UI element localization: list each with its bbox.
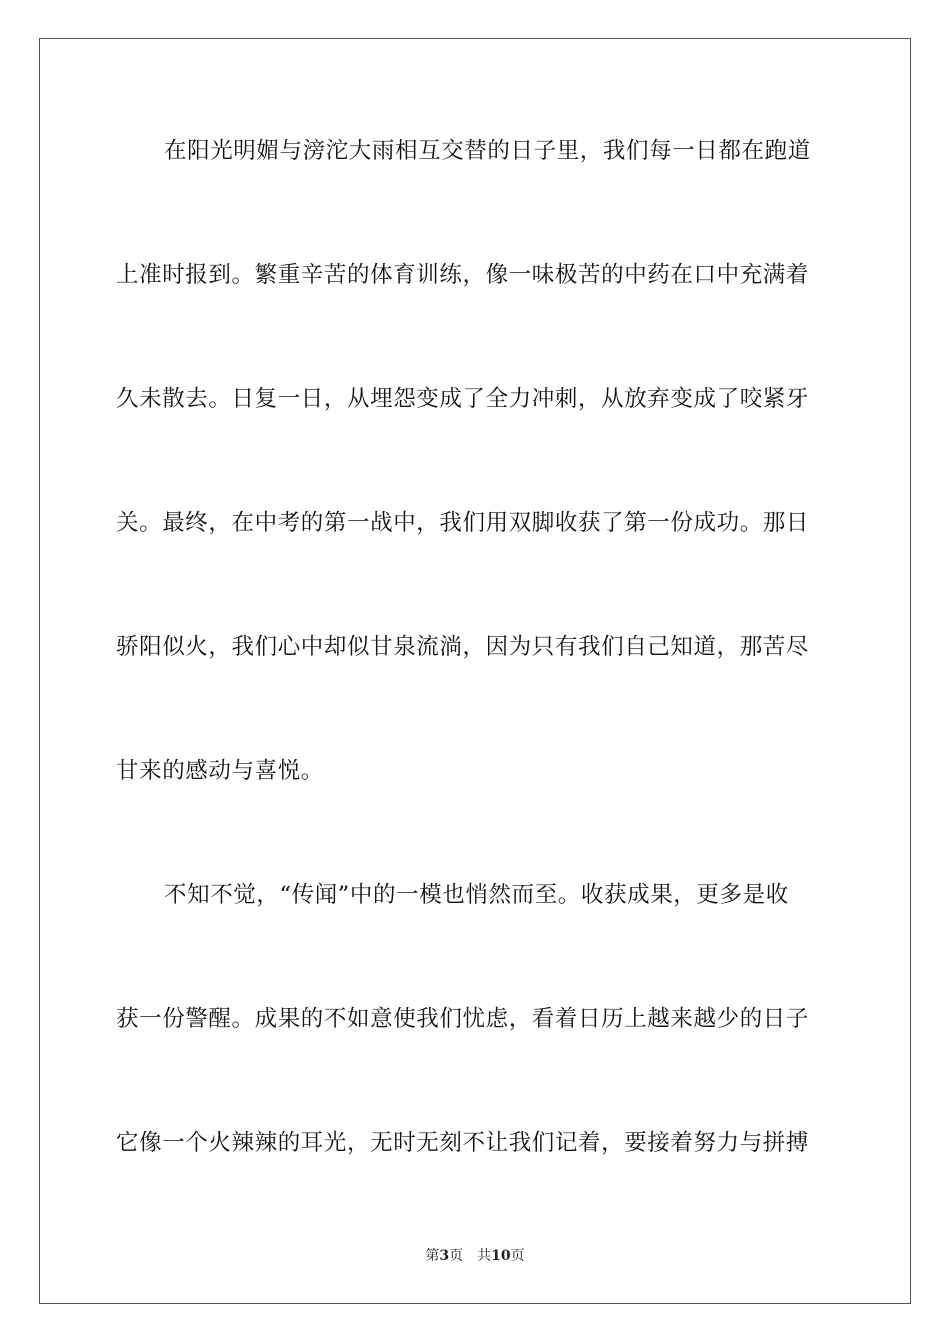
paragraph-2-line-1: 不知不觉，“传闻”中的一模也悄然而至。收获成果，更多是收 (164, 882, 789, 908)
paragraph-2-line-2: 获一份警醒。成果的不如意使我们忧虑，看着日历上越来越少的日子 (116, 1006, 810, 1032)
paragraph-1-line-2: 上准时报到。繁重辛苦的体育训练，像一味极苦的中药在口中充满着 (116, 262, 810, 288)
paragraph-1-line-3: 久未散去。日复一日，从埋怨变成了全力冲刺，从放弃变成了咬紧牙 (116, 386, 810, 412)
page-border (39, 38, 911, 1304)
paragraph-1-line-5: 骄阳似火，我们心中却似甘泉流淌，因为只有我们自己知道，那苦尽 (116, 634, 810, 660)
page-total: 10 (491, 1248, 511, 1264)
paragraph-1-line-4: 关。最终，在中考的第一战中，我们用双脚收获了第一份成功。那日 (116, 510, 810, 536)
total-prefix: 共 (477, 1248, 492, 1264)
page-suffix: 页 (449, 1248, 464, 1264)
paragraph-1-line-1: 在阳光明媚与滂沱大雨相互交替的日子里，我们每一日都在跑道 (164, 138, 811, 164)
page-prefix: 第 (425, 1248, 440, 1264)
page-footer (0, 1247, 950, 1265)
total-suffix: 页 (510, 1248, 525, 1264)
paragraph-1-line-6: 甘来的感动与喜悦。 (116, 758, 324, 784)
paragraph-2-line-3: 它像一个火辣辣的耳光，无时无刻不让我们记着，要接着努力与拼搏 (116, 1130, 810, 1156)
page-current: 3 (439, 1248, 450, 1264)
